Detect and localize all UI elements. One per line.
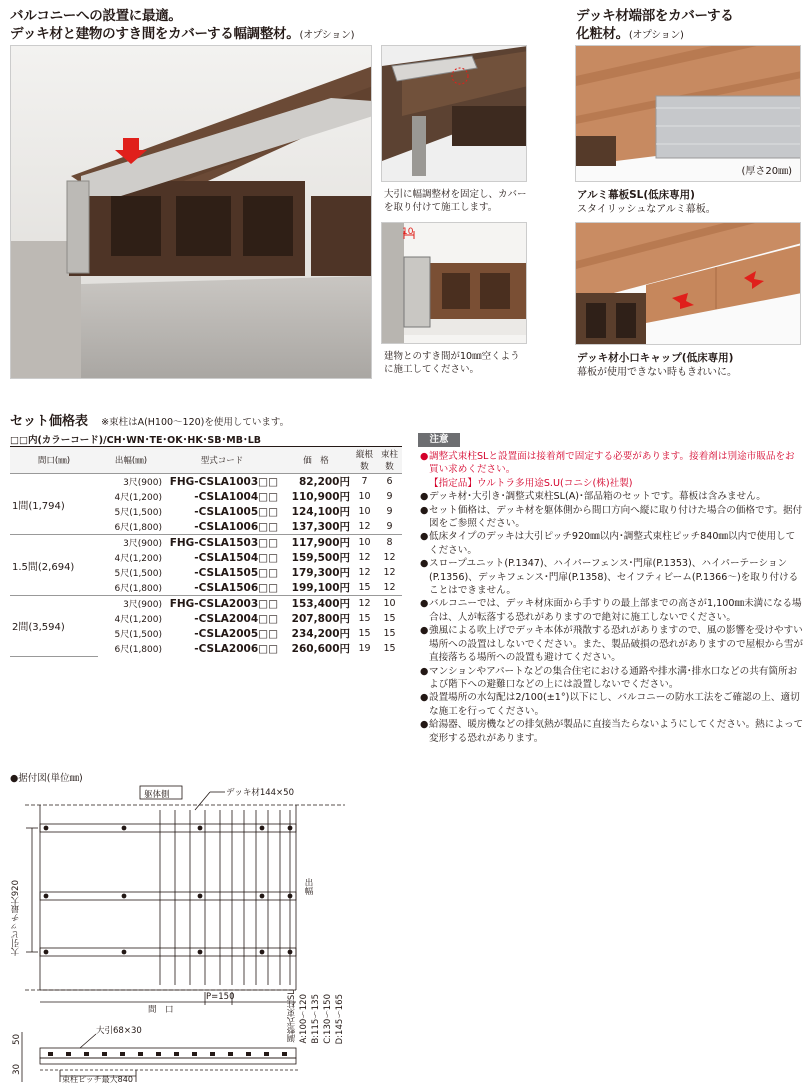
code-cell: -CSLA1004□□: [194, 490, 278, 503]
size-cell: 4尺(1,200): [114, 615, 162, 625]
price-table-title: セット価格表: [10, 414, 89, 429]
b-cell: 15: [383, 643, 396, 654]
body-side-label: 躯体側: [144, 790, 170, 800]
aluminum-fascia-photo: [575, 45, 801, 182]
left-heading-line2: デッキ材と建物のすき間をカバーする幅調整材。: [10, 26, 300, 42]
size-cell: 3尺(900): [98, 596, 164, 612]
b-cell: 10: [377, 596, 402, 612]
size-cell: 5尺(1,500): [114, 569, 162, 579]
a-cell: 7: [361, 476, 368, 487]
color-codes: □□内(カラーコード)/CH･WN･TE･OK･HK･SB･MB･LB: [10, 435, 261, 446]
b-cell: 9: [386, 506, 393, 517]
note-item: ● デッキ材･大引き･調整式束柱SL(A)･部品箱のセットです。幕板は含みません。: [420, 491, 766, 503]
price-cell: 207,800円: [291, 613, 350, 625]
note-text: 給湯器、暖房機などの排気熱が製品に直接当たらないようにしてください。熱によって変形する恐れがあります。: [429, 719, 804, 744]
deck-size-label: デッキ材144×50: [226, 788, 294, 798]
post-a-label: A:100～120: [299, 994, 309, 1044]
price-cell: 179,300円: [291, 567, 350, 579]
end-cap-photo: [575, 222, 801, 345]
note-item: ● 低床タイプのデッキは大引ピッチ920㎜以内･調整式束柱ピッチ840㎜以内で使用してください。: [420, 531, 796, 556]
post-d-label: D:145～165: [335, 994, 345, 1045]
cover-fix-photo: [381, 45, 527, 182]
size-cell: 6尺(1,800): [114, 584, 162, 594]
note-text: セット価格は、デッキ材を躯体側から間口方向へ縦に取り付けた場合の価格です。据付図をご参照ください。: [429, 504, 803, 530]
gap-caption: 建物とのすき間が10㎜空くように施工してください。: [384, 351, 520, 375]
note-item: ● 設置場所の水勾配は2/100(±1°)以下にし、バルコニーの防水工法をご確認の上、適切な施工を行ってください。: [420, 692, 800, 717]
code-cell: -CSLA2005□□: [194, 627, 278, 640]
fascia-title: アルミ幕板SL(低床専用): [577, 189, 695, 201]
b-cell: 6: [386, 476, 393, 487]
joist-pitch-label: 大引ピッチ最大920: [11, 880, 21, 956]
b-cell: 12: [383, 567, 396, 578]
notes-title: 注意: [418, 433, 460, 447]
span-cell: 1.5間(2,694): [10, 535, 98, 596]
note-item: [420, 477, 804, 490]
size-cell: 3尺(900): [98, 535, 164, 551]
endcap-title: デッキ材小口キャップ(低床専用): [577, 352, 734, 364]
a-cell: 15: [358, 582, 371, 593]
note-item: ● マンションやアパートなどの集合住宅における通路や排水溝･排水口などの共有箇所および階下への避難口などの上には設置しないでください。: [420, 665, 798, 690]
code-cell: -CSLA1006□□: [194, 520, 278, 533]
price-cell: 234,200円: [291, 628, 350, 640]
a-cell: 10: [358, 506, 371, 517]
header-maguchi: 間口(㎜): [10, 447, 98, 474]
a-cell: 12: [358, 567, 371, 578]
p150-label: P=150: [206, 992, 235, 1002]
price-table: [10, 446, 402, 657]
a-cell: 12: [358, 552, 371, 563]
price-cell: 159,500円: [291, 552, 350, 564]
price-cell: 110,900円: [291, 491, 350, 503]
a-cell: 12: [352, 596, 377, 612]
a-cell: 12: [358, 521, 371, 532]
post-pitch-label: 束柱ピッチ最大840: [62, 1075, 133, 1084]
left-heading-option: (オプション): [299, 30, 355, 41]
size-cell: 5尺(1,500): [114, 508, 162, 518]
left-heading-line1: バルコニーへの設置に最適。: [10, 8, 182, 24]
right-heading-option: (オプション): [628, 30, 684, 41]
note-text: 調整式束柱SLと設置面は接着剤で固定する必要があります。接着剤は別途市販品をお買い求めください。: [429, 451, 795, 476]
price-cell: 260,600円: [291, 643, 350, 655]
price-cell: 199,100円: [291, 582, 350, 594]
header-joist-count: 縦根数: [352, 447, 377, 474]
code-cell: FHG-CSLA2003□□: [164, 596, 280, 612]
left-heading: [10, 7, 380, 45]
depth-label: 出幅: [303, 878, 313, 895]
price-cell: 124,100円: [291, 506, 350, 518]
table-row: [10, 596, 402, 612]
ohbiki-label: 大引68×30: [96, 1026, 142, 1036]
price-cell: 82,200円: [298, 476, 350, 488]
size-cell: 4尺(1,200): [114, 554, 162, 564]
maguchi-label: 間 口: [148, 1005, 174, 1015]
header-depth: 出幅(㎜): [98, 447, 164, 474]
code-cell: -CSLA2004□□: [194, 612, 278, 625]
cover-fix-caption: 大引に幅調整材を固定し、カバーを取り付けて施工します。: [384, 189, 527, 213]
installation-drawing: [0, 780, 400, 1085]
drawing-title: ●据付図(単位㎜): [10, 773, 83, 784]
note-text: 【指定品】ウルトラ多用途S.U(コニシ(株)社製): [429, 477, 633, 489]
b-cell: 15: [383, 628, 396, 639]
gap-dimension-label: 10: [402, 227, 414, 237]
note-text: デッキ材･大引き･調整式束柱SL(A)･部品箱のセットです。幕板は含みません。: [429, 491, 766, 503]
table-row: [10, 535, 402, 551]
code-cell: FHG-CSLA1003□□: [169, 475, 278, 488]
b-cell: 9: [386, 521, 393, 532]
note-item: ● バルコニーでは、デッキ材床面から手すりの最上部までの高さが1,100㎜未満になる場合は、人が転落する恐れがありますので絶対に施工しないでください。: [420, 598, 802, 623]
price-cell: 117,900円: [280, 535, 352, 551]
span-cell: 2間(3,594): [10, 596, 98, 657]
a-cell: 15: [358, 613, 371, 624]
dim-30-label: 30: [12, 1064, 22, 1075]
thickness-badge: (厚さ20㎜): [741, 166, 792, 177]
b-cell: 12: [383, 582, 396, 593]
note-item: ● 強風による吹上げでデッキ本体が飛散する恐れがありますので、風の影響を受けやすい場所への設置はしないでください。また、製品破損の恐れがありますので屋根から雪が直接落ちる場所への設置も避けてください。: [420, 625, 804, 664]
gap-section-photo: [381, 222, 527, 344]
right-heading: [576, 7, 801, 45]
note-item: ● スロープユニット(P.1347)、ハイパーフェンス･門扉(P.1353)、ハイパーテーション(P.1356)、デッキフェンス･門扉(P.1358)、セイフティビーム(P.1366～)を取り付けることはできません。: [420, 558, 799, 597]
price-table-note: ※束柱はA(H100～120)を使用しています。: [101, 417, 290, 428]
size-cell: 3尺(900): [123, 478, 162, 488]
a-cell: 19: [358, 643, 371, 654]
post-c-label: C:130～150: [323, 994, 333, 1044]
note-text: 低床タイプのデッキは大引ピッチ920㎜以内･調整式束柱ピッチ840㎜以内で使用してください。: [429, 531, 796, 556]
note-item: ● セット価格は、デッキ材を躯体側から間口方向へ縦に取り付けた場合の価格です。据付図をご参照ください。: [420, 504, 803, 530]
note-text: バルコニーでは、デッキ材床面から手すりの最上部までの高さが1,100㎜未満になる場合は、人が転落する恐れがありますので絶対に施工しないでください。: [429, 598, 802, 623]
header-post-count: 束柱数: [377, 447, 402, 474]
code-cell: -CSLA1506□□: [194, 581, 278, 594]
code-cell: -CSLA1005□□: [194, 505, 278, 518]
code-cell: FHG-CSLA1503□□: [164, 535, 280, 551]
post-b-label: B:115～135: [311, 994, 321, 1044]
endcap-desc: 幕板が使用できない時もきれいに。: [577, 367, 737, 378]
code-cell: -CSLA2006□□: [194, 642, 278, 655]
note-text: スロープユニット(P.1347)、ハイパーフェンス･門扉(P.1353)、ハイパーテーション(P.1356)、デッキフェンス･門扉(P.1358)、セイフティビーム(P.1366～)を取り付けることはできません。: [429, 558, 799, 597]
right-heading-line1: デッキ材端部をカバーする: [576, 8, 734, 24]
table-row: [10, 474, 402, 490]
b-cell: 8: [377, 535, 402, 551]
a-cell: 10: [352, 535, 377, 551]
dim-50-label: 50: [12, 1034, 22, 1045]
size-cell: 4尺(1,200): [114, 493, 162, 503]
price-cell: 153,400円: [280, 596, 352, 612]
header-code: 型式コード: [164, 447, 280, 474]
b-cell: 15: [383, 613, 396, 624]
note-text: 強風による吹上げでデッキ本体が飛散する恐れがありますので、風の影響を受けやすい場所への設置はしないでください。また、製品破損の恐れがありますので屋根から雪が直接落ちる場所への設置も避けてください。: [429, 625, 804, 664]
note-text: マンションやアパートなどの集合住宅における通路や排水溝･排水口などの共有箇所および階下への避難口などの上には設置しないでください。: [429, 665, 798, 690]
size-cell: 6尺(1,800): [114, 645, 162, 655]
span-cell: 1間(1,794): [10, 474, 98, 535]
b-cell: 12: [383, 552, 396, 563]
code-cell: -CSLA1504□□: [194, 551, 278, 564]
note-item: ● 給湯器、暖房機などの排気熱が製品に直接当たらないようにしてください。熱によって変形する恐れがあります。: [420, 719, 804, 744]
deck-install-photo: [10, 45, 372, 379]
right-heading-line2: 化粧材。: [576, 26, 629, 42]
post-sl-label: 調整式束柱SL: [287, 990, 297, 1043]
note-text: 設置場所の水勾配は2/100(±1°)以下にし、バルコニーの防水工法をご確認の上、適切な施工を行ってください。: [429, 692, 800, 717]
fascia-desc: スタイリッシュなアルミ幕板。: [577, 204, 716, 215]
price-cell: 137,300円: [291, 521, 350, 533]
note-item: ● 調整式束柱SLと設置面は接着剤で固定する必要があります。接着剤は別途市販品をお買い求めください。: [420, 451, 795, 476]
a-cell: 10: [358, 491, 371, 502]
price-table-heading: [10, 410, 289, 429]
notes-list: [420, 450, 804, 745]
code-cell: -CSLA1505□□: [194, 566, 278, 579]
size-cell: 6尺(1,800): [114, 523, 162, 533]
b-cell: 9: [386, 491, 393, 502]
size-cell: 5尺(1,500): [114, 630, 162, 640]
header-price: 価 格: [280, 447, 352, 474]
a-cell: 15: [358, 628, 371, 639]
